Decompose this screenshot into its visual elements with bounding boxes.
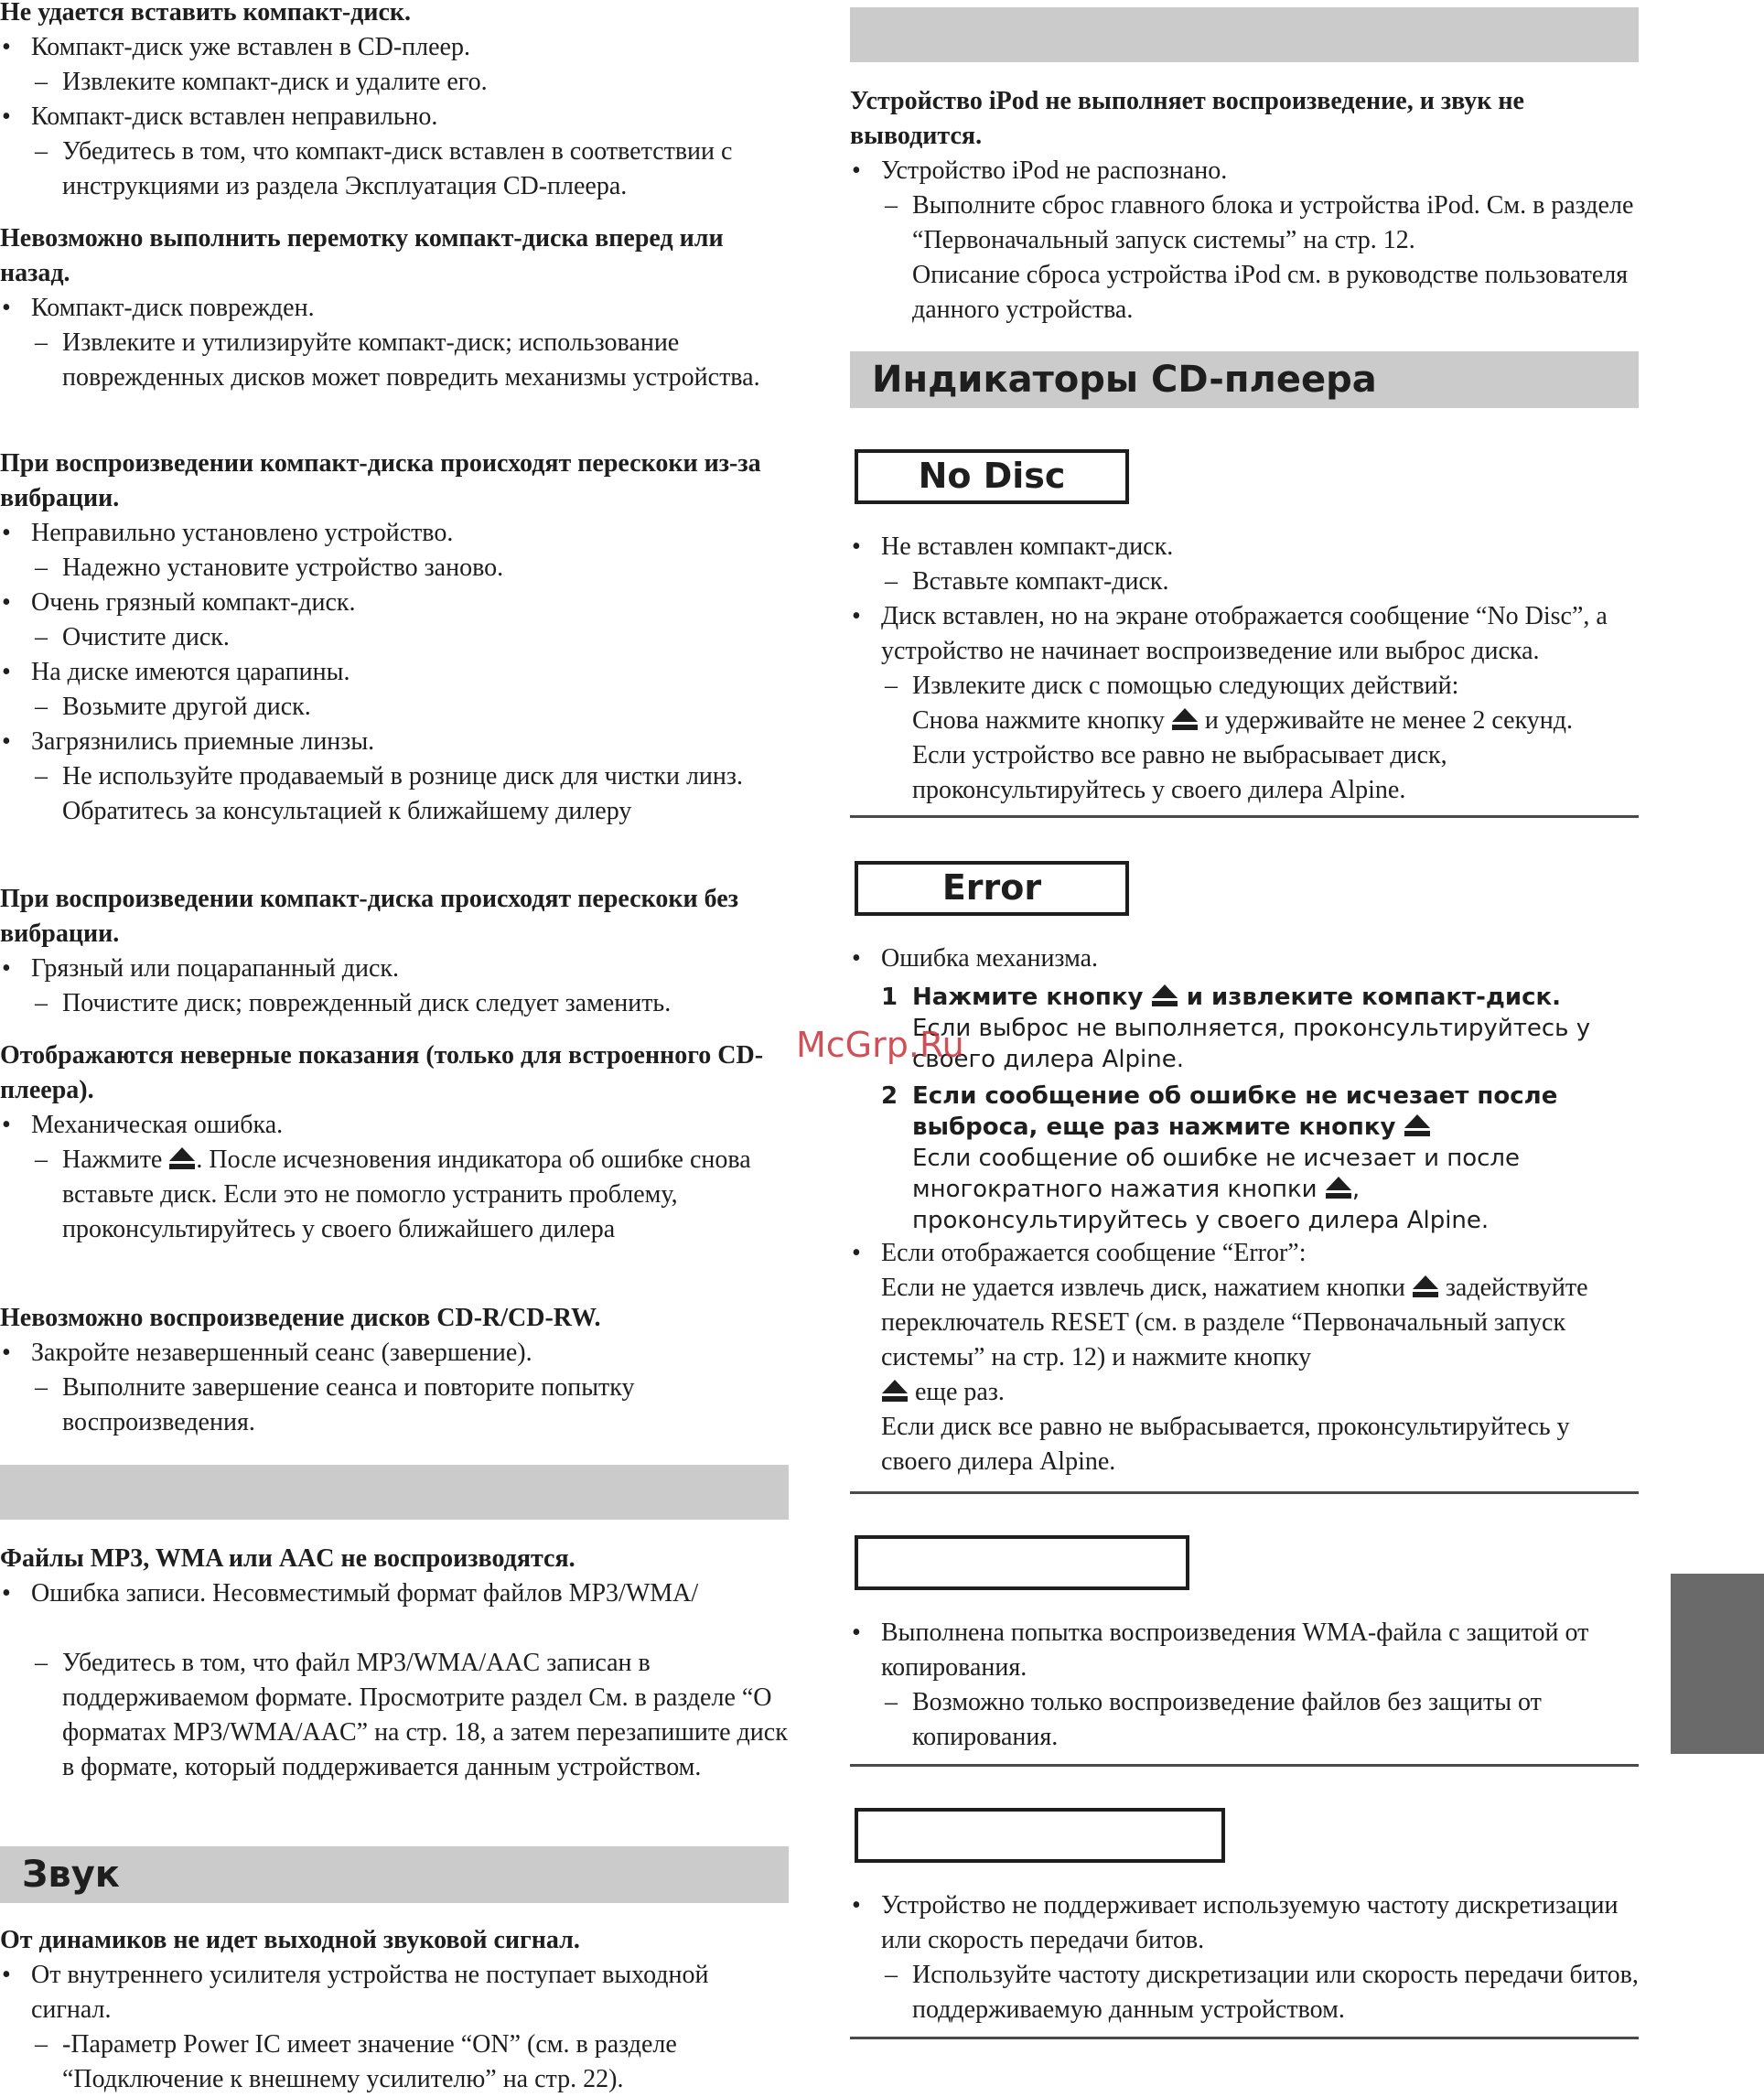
step-text: Если сообщение об ошибке не исчезает и после многократного нажатия кнопки xyxy=(912,1145,1521,1203)
section-cd-insert xyxy=(0,0,789,204)
display-error: Error xyxy=(855,861,1129,916)
bullet-item: • Диск вставлен, но на экране отображается сообщение “No Disc”, а устройство не начинает воспроизведение или выброс диска. xyxy=(850,599,1639,669)
bullet-item: • Механическая ошибка. xyxy=(0,1108,789,1143)
bullet-item: • Закройте незавершенный сеанс (завершение). xyxy=(0,1336,789,1371)
question-heading: При воспроизведении компакт-диска происходят перескоки из-за вибрации. xyxy=(0,449,761,512)
bullet-item: • Компакт-диск уже вставлен в CD-плеер. xyxy=(0,30,789,65)
indented-text: Если устройство все равно не выбрасывает диск, проконсультируйтесь у своего дилера Alpine. xyxy=(912,741,1447,804)
section-header-bar xyxy=(0,1846,789,1903)
dash-item: – -Параметр Power IC имеет значение “ON” (см. в разделе “Подключение к внешнему усилителю” на стр. 22). xyxy=(0,2027,789,2097)
eject-icon xyxy=(1171,707,1199,731)
eject-icon xyxy=(1404,1113,1431,1137)
indented-text: Описание сброса устройства iPod см. в руководстве пользователя данного устройства. xyxy=(912,261,1629,324)
section-wrong-display xyxy=(0,1038,789,1247)
question-heading: От динамиков не идет выходной звуковой сигнал. xyxy=(0,1926,580,1954)
section-header-bar xyxy=(850,351,1639,408)
question-heading: Файлы MP3, WMA или AAC не воспроизводятся. xyxy=(0,1544,575,1573)
display-blank xyxy=(855,1808,1225,1863)
section-error xyxy=(850,941,1639,1479)
dash-item: – Возьмите другой диск. xyxy=(0,690,789,725)
dash-item: – Возможно только воспроизведение файлов без защиты от копирования. xyxy=(850,1685,1639,1755)
bullet-item: • Очень грязный компакт-диск. xyxy=(0,586,789,620)
dash-item: – Используйте частоту дискретизации или скорость передачи битов, поддерживаемую данным устройством. xyxy=(850,1958,1639,2027)
section-unsupported xyxy=(850,1888,1639,2027)
step-text: Если выброс не выполняется, проконсультируйтесь у своего дилера Alpine. xyxy=(912,1015,1591,1073)
text: еще раз. xyxy=(909,1378,1005,1406)
question-heading: При воспроизведении компакт-диска происходят перескоки без вибрации. xyxy=(0,885,738,948)
text: и удерживайте не менее 2 секунд. xyxy=(1198,706,1574,735)
eject-icon xyxy=(1325,1176,1352,1199)
section-cdr-cdrw xyxy=(0,1301,789,1440)
step-2 xyxy=(850,1081,1639,1236)
display-blank xyxy=(855,1535,1189,1590)
section-header-bar-empty xyxy=(850,7,1639,62)
indented-text xyxy=(850,704,1639,738)
step-text: , проконсультируйтесь у своего дилера Alpine. xyxy=(912,1176,1490,1234)
dash-item: – Вставьте компакт-диск. xyxy=(850,565,1639,599)
dash-item: – Очистите диск. xyxy=(0,620,789,655)
dash-item: – Надежно установите устройство заново. xyxy=(0,551,789,586)
section-header-bar-empty xyxy=(0,1465,789,1520)
dash-item: – Убедитесь в том, что файл MP3/WMA/AAC записан в поддерживаемом формате. Просмотрите раздел См. в разделе “О форматах MP3/WMA/AAC” на стр. 18, а затем перезапишите диск в формате, который поддерживается данным устройством. xyxy=(0,1646,789,1785)
dash-text: . После исчезновения индикатора об ошибке снова вставьте диск. Если это не помогло устранить проблему, проконсультируйтесь у своего ближайшего дилера xyxy=(62,1145,751,1243)
bullet-item: • На диске имеются царапины. xyxy=(0,655,789,690)
bullet-item: • Выполнена попытка воспроизведения WMA-файла с защитой от копирования. xyxy=(850,1616,1639,1685)
question-heading: Отображаются неверные показания (только для встроенного CD-плеера). xyxy=(0,1041,764,1104)
question-heading: Устройство iPod не выполняет воспроизведение, и звук не выводится. xyxy=(850,87,1524,150)
section-no-disc xyxy=(850,530,1639,808)
bullet-item: • Ошибка механизма. xyxy=(850,941,1639,976)
question-heading: Не удается вставить компакт-диск. xyxy=(0,0,412,27)
page-edge-tab xyxy=(1671,1574,1764,1754)
text: Если не удается извлечь диск, нажатием кнопки xyxy=(881,1274,1405,1302)
step-title: и извлеките компакт-диск. xyxy=(1178,984,1562,1011)
dash-item: – Почистите диск; поврежденный диск следует заменить. xyxy=(0,986,789,1021)
bullet-item: • Загрязнились приемные линзы. xyxy=(0,725,789,759)
bullet-item: • Грязный или поцарапанный диск. xyxy=(0,952,789,986)
section-title-cd-indicators: Индикаторы CD-плеера xyxy=(872,359,1377,401)
step-number: 2 xyxy=(881,1082,898,1110)
eject-icon xyxy=(168,1146,196,1170)
dash-item: – Выполните сброс главного блока и устройства iPod. См. в разделе “Первоначальный запуск системы” на стр. 12. xyxy=(850,188,1639,258)
bullet-item: • Устройство не поддерживает используемую частоту дискретизации или скорость передачи битов. xyxy=(850,1888,1639,1958)
indented-text: Если диск все равно не выбрасывается, проконсультируйтесь у своего дилера Alpine. xyxy=(881,1413,1570,1476)
divider xyxy=(850,815,1639,818)
text: задействуйте переключатель RESET (см. в разделе “Первоначальный запуск системы” на стр. 12) и нажмите кнопку xyxy=(881,1274,1588,1371)
divider xyxy=(850,2037,1639,2039)
text: Снова нажмите кнопку xyxy=(912,706,1165,735)
step-title: Нажмите кнопку xyxy=(912,984,1144,1011)
divider xyxy=(850,1764,1639,1767)
step-number: 1 xyxy=(881,984,898,1011)
dash-item xyxy=(0,1143,789,1247)
bullet-item: • Устройство iPod не распознано. xyxy=(850,154,1639,188)
section-copy-protected xyxy=(850,1616,1639,1755)
bullet-item: • Компакт-диск поврежден. xyxy=(0,291,789,326)
bullet-item: • Неправильно установлено устройство. xyxy=(0,516,789,551)
watermark: McGrp.Ru xyxy=(796,1025,964,1065)
bullet-item: • Если отображается сообщение “Error”: xyxy=(850,1236,1639,1271)
dash-item: – Извлеките компакт-диск и удалите его. xyxy=(0,65,789,100)
dash-item: – Не используйте продаваемый в рознице диск для чистки линз. Обратитесь за консультацией к ближайшему дилеру xyxy=(0,759,789,829)
eject-icon xyxy=(1151,984,1178,1007)
question-heading: Невозможно воспроизведение дисков CD-R/CD-RW. xyxy=(0,1304,601,1332)
section-title-sound: Звук xyxy=(22,1854,120,1896)
bullet-item: • Не вставлен компакт-диск. xyxy=(850,530,1639,565)
section-cd-seek xyxy=(0,221,789,395)
dash-item: – Убедитесь в том, что компакт-диск вставлен в соответствии с инструкциями из раздела Эксплуатация CD-плеера. xyxy=(0,134,789,204)
dash-item: – Выполните завершение сеанса и повторите попытку воспроизведения. xyxy=(0,1371,789,1440)
indented-text xyxy=(850,1271,1639,1410)
step-1 xyxy=(850,982,1639,1075)
section-mp3-wma xyxy=(0,1542,789,1785)
section-cd-skip-no-vibration xyxy=(0,882,789,1021)
section-ipod xyxy=(850,84,1639,328)
bullet-item: • Компакт-диск вставлен неправильно. xyxy=(0,100,789,134)
bullet-item: • От внутреннего усилителя устройства не поступает выходной сигнал. xyxy=(0,1958,789,2027)
display-no-disc: No Disc xyxy=(855,449,1129,504)
dash-item: – Извлеките диск с помощью следующих действий: xyxy=(850,669,1639,704)
divider xyxy=(850,1491,1639,1494)
eject-icon xyxy=(881,1379,909,1403)
section-no-sound xyxy=(0,1923,789,2097)
step-title: Если сообщение об ошибке не исчезает после выброса, еще раз нажмите кнопку xyxy=(912,1082,1558,1141)
question-heading: Невозможно выполнить перемотку компакт-диска вперед или назад. xyxy=(0,224,724,287)
dash-item: – Извлеките и утилизируйте компакт-диск; использование поврежденных дисков может повредить механизмы устройства. xyxy=(0,326,789,395)
eject-icon xyxy=(1412,1274,1439,1298)
dash-text: Нажмите xyxy=(62,1145,163,1174)
bullet-item: • Ошибка записи. Несовместимый формат файлов MP3/WMA/ xyxy=(0,1576,789,1611)
section-cd-skip-vibration xyxy=(0,446,789,829)
